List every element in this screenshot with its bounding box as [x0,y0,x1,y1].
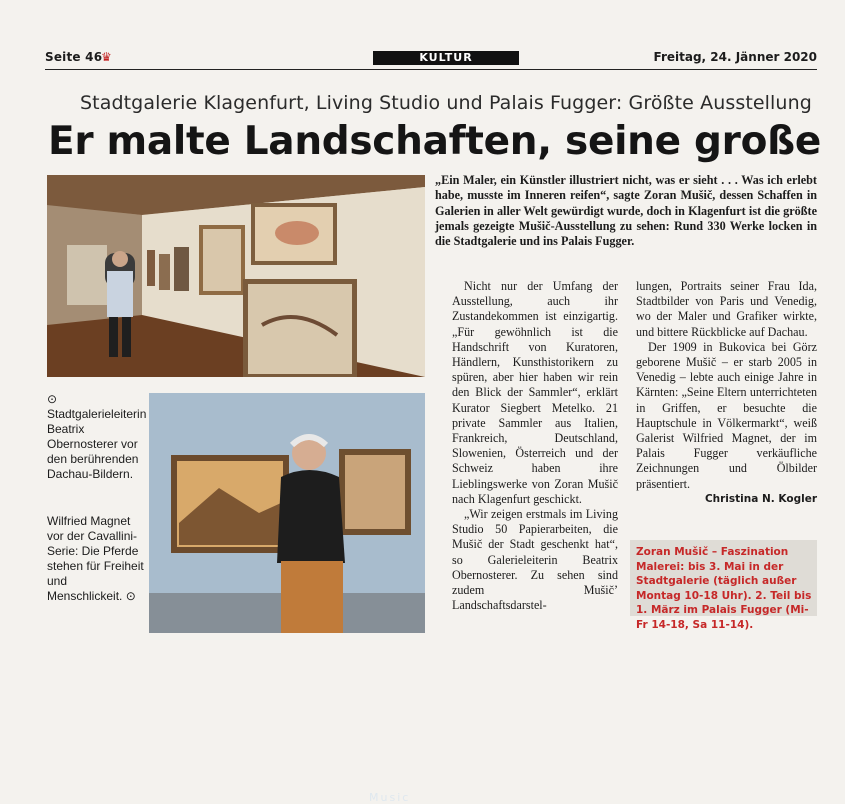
caption-2-text: Wilfried Magnet vor der Cavallini-Serie: Die Pferde stehen für Freiheit und Menschlickeit. [47,514,144,603]
article-headline: Er malte Landschaften, seine große [48,119,821,164]
body-paragraph: lungen, Portraits seiner Frau Ida, Stadtbilder von Paris und Venedig, wo der Maler und Grafiker wirkte, und bittere Rückblicke auf Dachau. [636,279,817,339]
arrow-up-circle-icon: ⊙ [47,392,58,406]
info-box-text: Zoran Mušič – Faszination Malerei: bis 3. Mai in der Stadtgalerie (täglich außer Montag 10-18 Uhr). 2. Teil bis 1. März im Palais Fugger (Mi-Fr 14-18, Sa 11-14). [636,546,812,631]
portrait-photo [149,393,425,804]
article-kicker: Stadtgalerie Klagenfurt, Living Studio und Palais Fugger: Größte Ausstellung [80,92,812,114]
info-box [630,540,817,631]
gallery-photo [47,175,425,377]
page-header [45,46,817,68]
caption-1-text: Stadtgalerieleiterin Beatrix Obernosterer vor den berührenden Dachau-Bildern. [47,407,147,481]
arrow-right-circle-icon: ⊙ [125,589,136,603]
crown-icon: ♛ [101,50,112,64]
issue-date: Freitag, 24. Jänner 2020 [653,50,817,64]
body-paragraph: Der 1909 in Bukovica bei Görz geborene Mušič – er starb 2005 in Venedig – lebte auch einige Jahre in Kärnten: „Seine Eltern unterrichteten in Griffen, er besuchte die Hauptschule in Völkermarkt“, weiß Galerist Wilfried Magnet, der im Palais Fugger verkäufliche Zeichnungen und Ölbilder präsentiert. [636,339,817,491]
header-rule [45,69,817,70]
body-paragraph: Nicht nur der Umfang der Ausstellung, auch ihr Zustandekommen ist einzigartig. „Für gewöhnlich ist die Handschrift von Kuratoren, Händlern, Kunsthistorikern zu spüren, aber hier haben wir rein den Blick der Sammler“, erklärt Kurator Siegbert Metelko. 21 private Sammler aus Italien, Frankreich, Deutschland, Slowenien, Österreich und der Schweiz haben ihre Lieblingswerke von Zoran Mušič nach Klagenfurt geschickt. [452,279,618,506]
gallery-photo-drawing [47,175,425,377]
page-number: Seite 46 [45,50,103,64]
article-lead: „Ein Maler, ein Künstler illustriert nicht, was er sieht . . . Was ich erlebt habe, musste im Inneren reifen“, sagte Zoran Mušič, dessen Schaffen in Galerien in aller Welt gewürdigt wurde, doch in Klagenfurt ist die größte jemals gezeigte Mušič-Ausstellung zu sehen: Rund 330 Werke locken in die Stadtgalerie und ins Palais Fugger. [435,173,817,249]
photo-signature: Music [369,791,411,804]
body-paragraph: „Wir zeigen erstmals im Living Studio 50 Papierarbeiten, die Mušič der Stadt geschenkt hat“, so Galerieleiterin Beatrix Obernosterer. Zu sehen sind zudem Mušič’ Landschaftsdarstel- [452,507,618,613]
body-column-1 [452,279,618,613]
body-column-2 [636,279,817,507]
portrait-photo-drawing [149,393,425,633]
section-label: KULTUR [373,51,519,65]
photo-caption-1 [47,392,145,482]
photo-caption-2 [47,514,145,604]
author-name: Christina N. Kogler [704,492,817,505]
